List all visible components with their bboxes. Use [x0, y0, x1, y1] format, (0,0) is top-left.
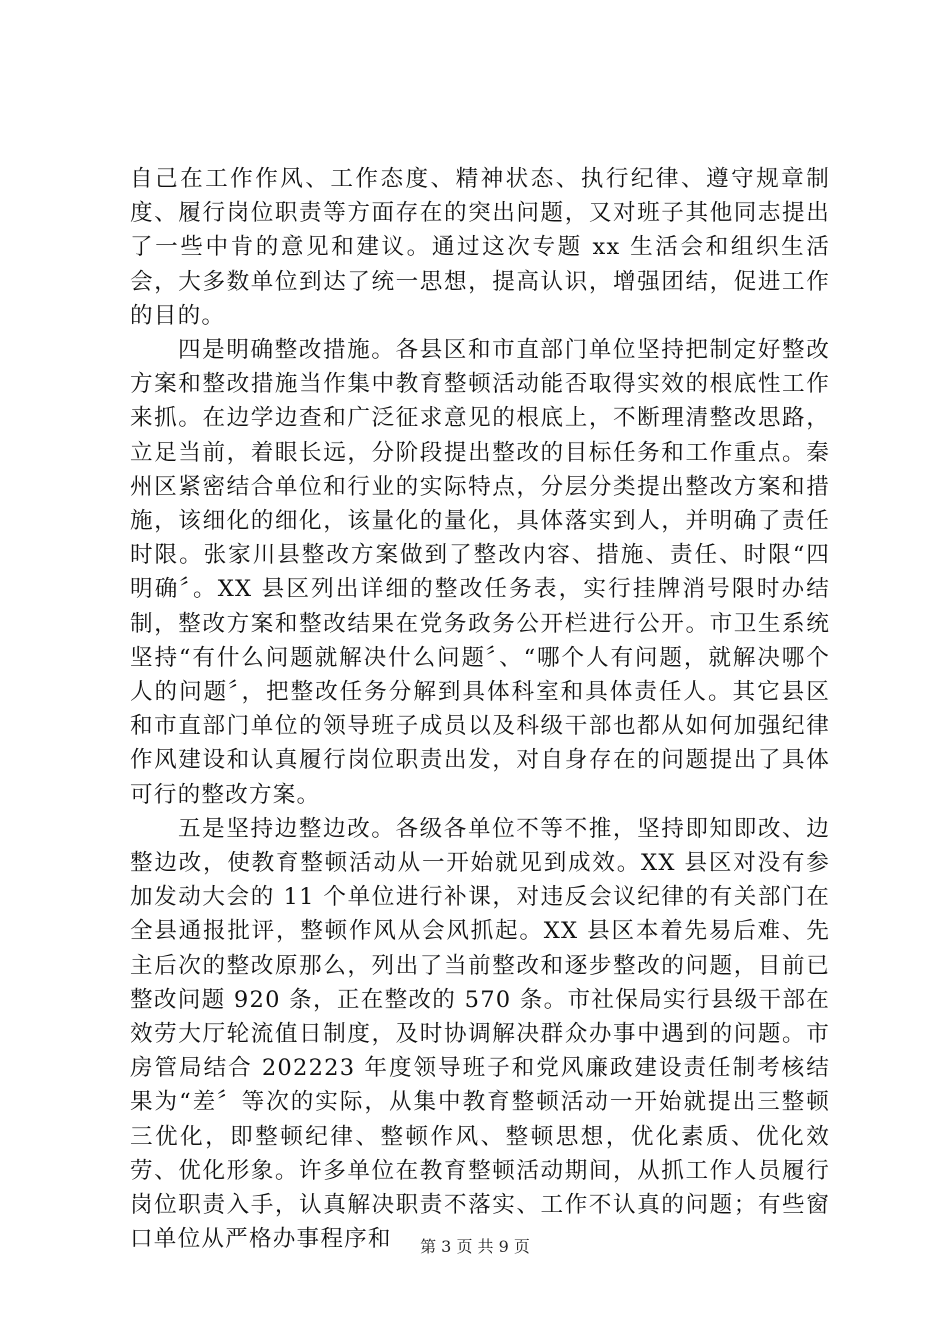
paragraph-continued: 自己在工作作风、工作态度、精神状态、执行纪律、遵守规章制度、履行岗位职责等方面存在的突出问题，又对班子其他同志提出了一些中肯的意见和建议。通过这次专题 xx 生活会和组织生活会，大多数单位到达了统一思想，提高认识，增强团结，促进工作的目的。 — [130, 166, 830, 329]
page-number-footer: 第 3 页 共 9 页 — [420, 1237, 530, 1256]
document-body — [130, 162, 830, 1257]
paragraph-four-rectification-measures: 四是明确整改措施。各县区和市直部门单位坚持把制定好整改方案和整改措施当作集中教育整顿活动能否取得实效的根底性工作来抓。在边学边查和广泛征求意见的根底上，不断理清整改思路，立足当前，着眼长远，分阶段提出整改的目标任务和工作重点。秦州区紧密结合单位和行业的实际特点，分层分类提出整改方案和措施，该细化的细化，该量化的量化，具体落实到人，并明确了责任时限。张家川县整改方案做到了整改内容、措施、责任、时限“四明确〞。XX 县区列出详细的整改任务表，实行挂牌消号限时办结制，整改方案和整改结果在党务政务公开栏进行公开。市卫生系统坚持“有什么问题就解决什么问题〞、“哪个人有问题，就解决哪个人的问题〞，把整改任务分解到具体科室和具体责任人。其它县区和市直部门单位的领导班子成员以及科级干部也都从如何加强纪律作风建设和认真履行岗位职责出发，对自身存在的问题提出了具体可行的整改方案。 — [130, 337, 830, 808]
paragraph-five-rectify-while-reviewing: 五是坚持边整边改。各级各单位不等不推，坚持即知即改、边整边改，使教育整顿活动从一开始就见到成效。XX 县区对没有参加发动大会的 11 个单位进行补课，对违反会议纪律的有关部门在全县通报批评，整顿作风从会风抓起。XX 县区本着先易后难、先主后次的整改原那么，列出了当前整改和逐步整改的问题，目前已整改问题 920 条，正在整改的 570 条。市社保局实行县级干部在效劳大厅轮流值日制度，及时协调解决群众办事中遇到的问题。市房管局结合 202223 年度领导班子和党风廉政建设责任制考核结果为“差〞等次的实际，从集中教育整顿活动一开始就提出三整顿三优化，即整顿纪律、整顿作风、整顿思想，优化素质、优化效劳、优化形象。许多单位在教育整顿活动期间，从抓工作人员履行岗位职责入手，认真解决职责不落实、工作不认真的问题；有些窗口单位从严格办事程序和 — [130, 815, 830, 1253]
